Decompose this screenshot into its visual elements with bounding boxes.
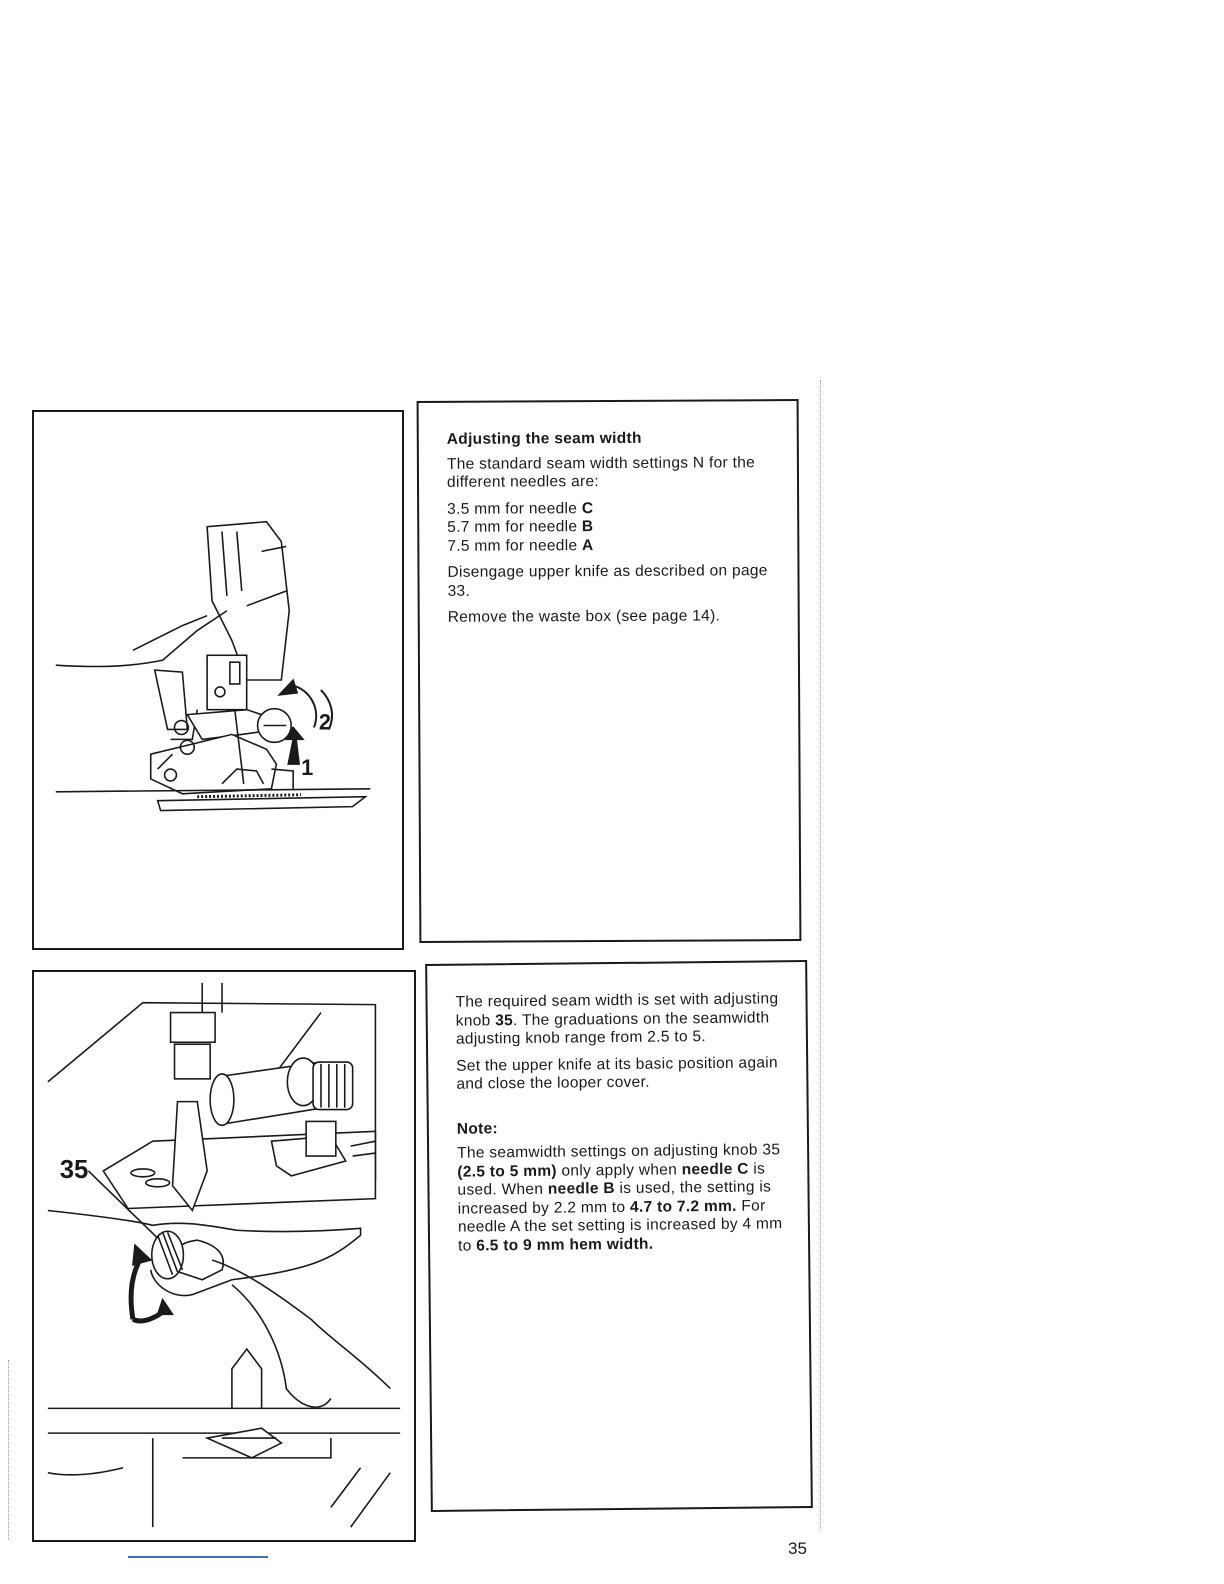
- note-heading: Note:: [456, 1119, 499, 1138]
- remove-waste-box-text: Remove the waste box (see page 14).: [447, 607, 721, 626]
- adjusting-knob-illustration: [34, 972, 414, 1540]
- instruction-box-knob: [425, 960, 813, 1512]
- callout-2: 2: [318, 709, 332, 735]
- note-text: The seamwidth settings on adjusting knob 35 (2.5 to 5 mm) only apply when needle C is used. When needle B is used, the setting is increased by 2.2 mm to 4.7 to 7.2 mm. For needle A the set setting is increased by 4 mm to 6.5 to 9 mm hem width.: [457, 1141, 783, 1255]
- section-heading: Adjusting the seam width: [446, 429, 642, 448]
- settings-list: [447, 499, 777, 556]
- scan-artifact-dots: [820, 380, 821, 1530]
- setting-needle-c: 3.5 mm for needle C: [447, 499, 594, 518]
- instruction-box-seam-width: [417, 399, 802, 943]
- page-number: 35: [788, 1539, 807, 1558]
- scan-artifact-dots-left: [8, 1360, 9, 1540]
- callout-knob-35: 35: [59, 1155, 89, 1184]
- intro-text: The standard seam width settings N for the different needles are:: [446, 453, 756, 491]
- disengage-text: Disengage upper knife as described on page 33.: [447, 562, 768, 600]
- callout-1: 1: [301, 754, 314, 780]
- presser-foot-illustration: [34, 412, 402, 948]
- figure-adjusting-knob: [32, 970, 416, 1542]
- figure-presser-foot: [32, 410, 404, 950]
- scan-artifact-line: [128, 1556, 268, 1558]
- knob-text: The required seam width is set with adjusting knob 35. The graduations on the seamwidth adjusting knob range from 2.5 to 5.: [455, 990, 779, 1048]
- setting-needle-a: 7.5 mm for needle A: [447, 536, 594, 555]
- knife-position-text: Set the upper knife at its basic position again and close the looper cover.: [456, 1053, 778, 1093]
- setting-needle-b: 5.7 mm for needle B: [447, 518, 594, 536]
